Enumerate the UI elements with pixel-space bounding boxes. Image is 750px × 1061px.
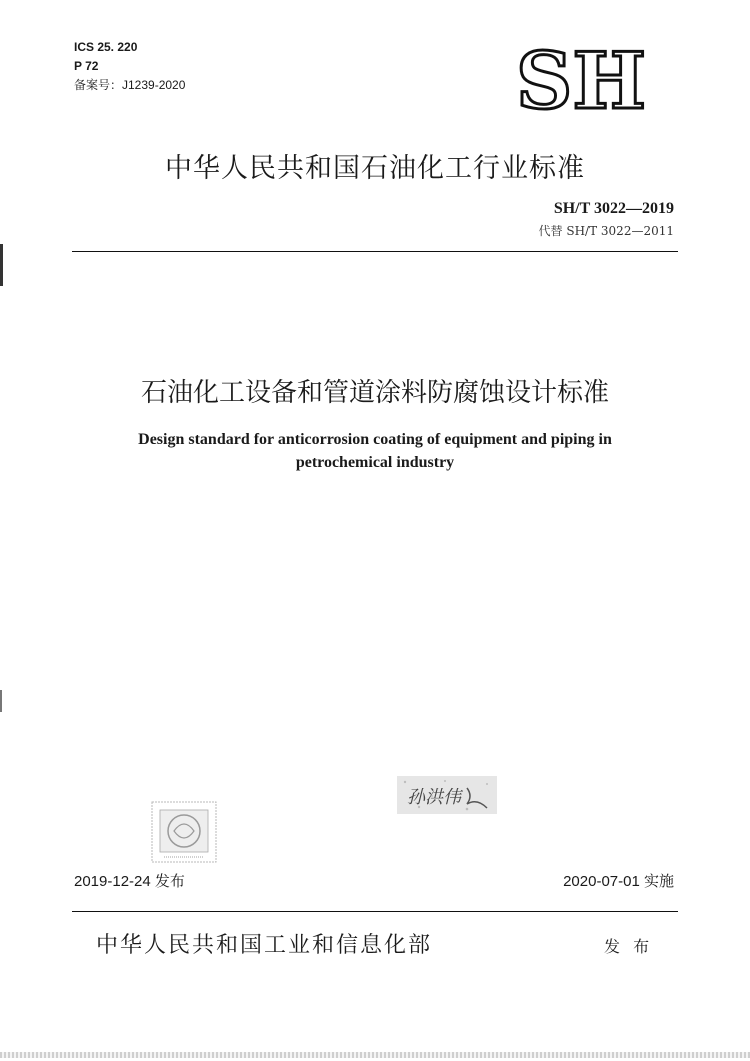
metadata-block xyxy=(74,38,185,95)
scan-bottom-edge xyxy=(0,1052,750,1058)
p-code: P 72 xyxy=(74,59,99,73)
signature-text: 孙洪伟 xyxy=(407,787,461,808)
publisher-emblem-icon xyxy=(150,800,218,864)
english-title-line2: petrochemical industry xyxy=(295,454,455,471)
publisher-suffix: 发 布 xyxy=(604,937,654,956)
publisher-name: 中华人民共和国工业和信息化部 xyxy=(96,933,433,958)
sh-logo-text: SH xyxy=(515,44,647,116)
scan-edge-mark xyxy=(0,690,2,712)
english-title xyxy=(90,428,660,474)
scan-edge-mark xyxy=(0,244,3,286)
record-number: 备案号：J1239-2020 xyxy=(74,78,186,92)
sh-logo-icon xyxy=(506,44,656,116)
effective-date: 2020-07-01 实施 xyxy=(563,873,674,890)
issue-date: 2019-12-24 发布 xyxy=(74,873,185,890)
standard-code-block xyxy=(539,200,674,239)
footer-divider xyxy=(72,911,678,912)
english-title-line1: Design standard for anticorrosion coating of equipment and piping in xyxy=(138,431,612,448)
standard-number: SH/T 3022—2019 xyxy=(553,200,674,217)
signature-stamp-icon xyxy=(397,776,497,814)
header-divider xyxy=(72,251,678,252)
chinese-title: 石油化工设备和管道涂料防腐蚀设计标准 xyxy=(140,378,609,408)
standard-category-title: 中华人民共和国石油化工行业标准 xyxy=(165,153,585,184)
ics-code: ICS 25. 220 xyxy=(74,40,138,54)
replaces-standard: 代替 SH/T 3022—2011 xyxy=(538,224,674,238)
